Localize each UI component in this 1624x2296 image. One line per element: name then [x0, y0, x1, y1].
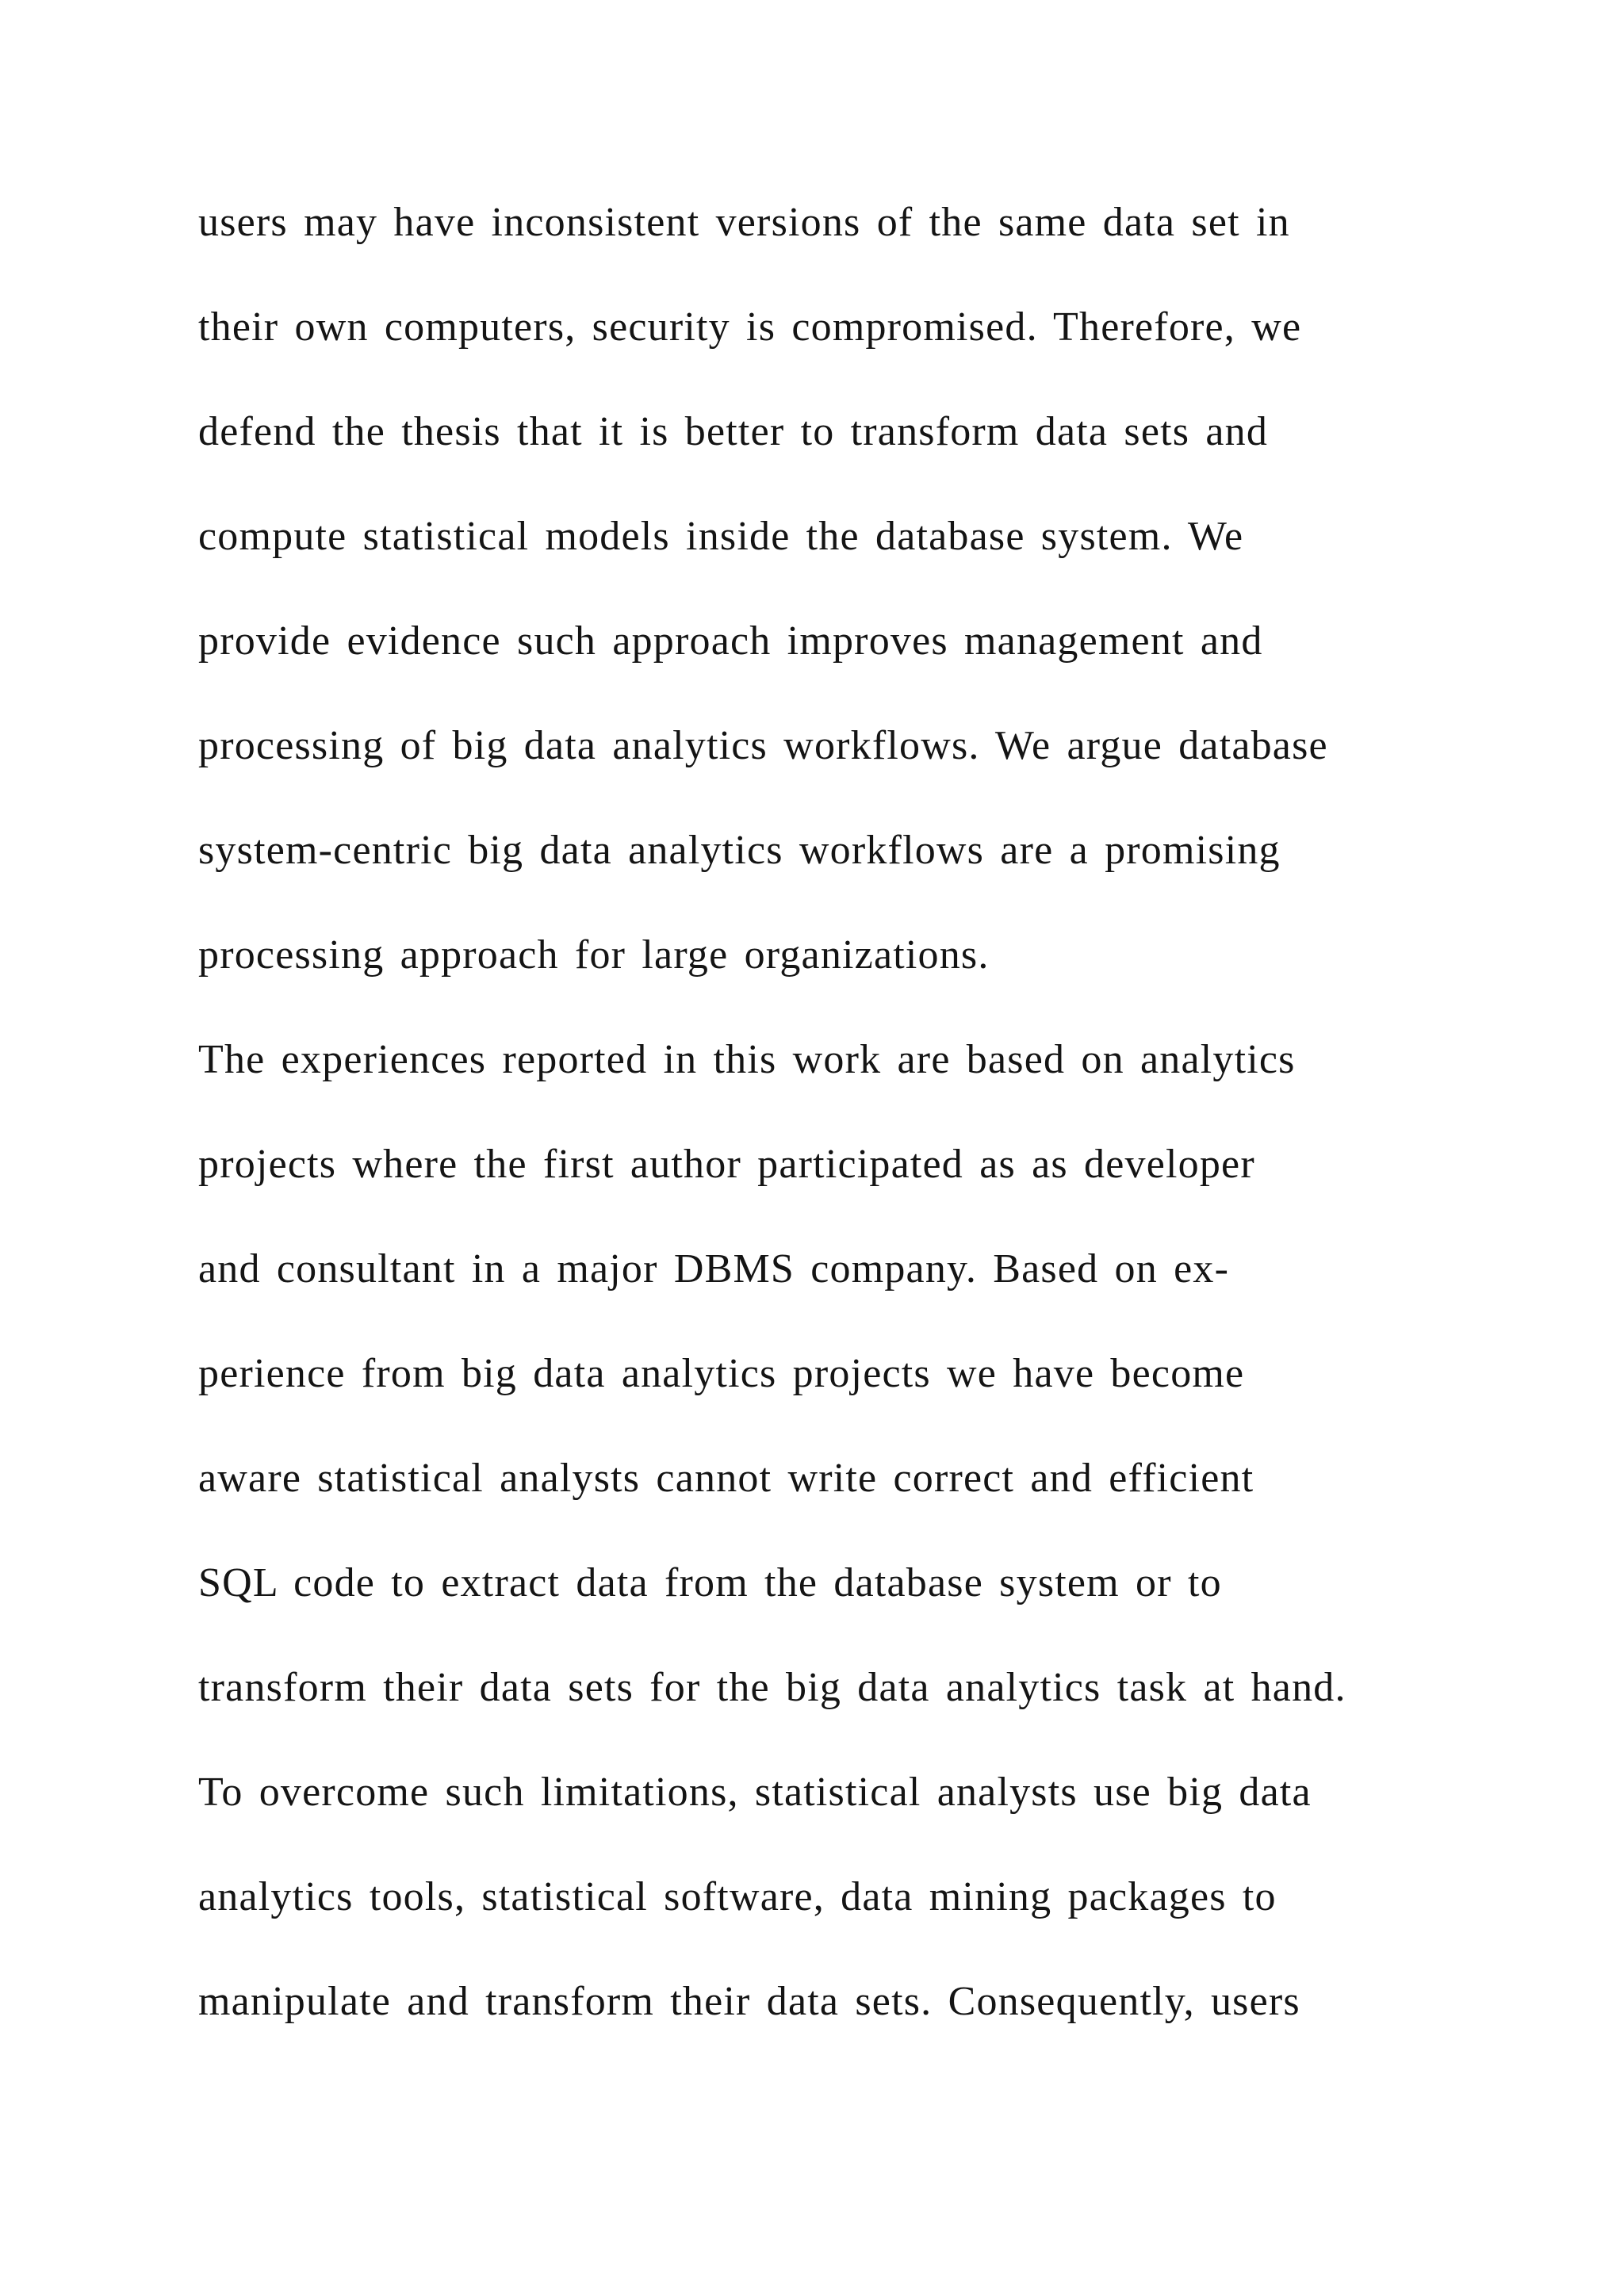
text-line: The experiences reported in this work are based on analytics	[198, 1037, 1296, 1082]
text-line: processing approach for large organizations.	[198, 932, 990, 978]
text-line: aware statistical analysts cannot write correct and efficient	[198, 1456, 1254, 1501]
text-line: and consultant in a major DBMS company. Based on ex-	[198, 1246, 1230, 1292]
text-line: analytics tools, statistical software, data mining packages to	[198, 1874, 1277, 1919]
text-line: processing of big data analytics workflows. We argue database	[198, 723, 1328, 768]
text-line: compute statistical models inside the database system. We	[198, 514, 1244, 559]
text-line: perience from big data analytics projects we have become	[198, 1351, 1245, 1396]
text-line: users may have inconsistent versions of the same data set in	[198, 200, 1290, 245]
text-line: defend the thesis that it is better to transform data sets and	[198, 409, 1269, 454]
text-line: system-centric big data analytics workflows are a promising	[198, 828, 1281, 873]
text-line: To overcome such limitations, statistical analysts use big data	[198, 1770, 1312, 1815]
text-line: manipulate and transform their data sets. Consequently, users	[198, 1979, 1300, 2024]
text-line: their own computers, security is compromised. Therefore, we	[198, 304, 1302, 350]
text-line: projects where the first author participated as as developer	[198, 1142, 1255, 1187]
text-line: SQL code to extract data from the database system or to	[198, 1560, 1222, 1605]
text-line: transform their data sets for the big data analytics task at hand.	[198, 1665, 1346, 1710]
text-line: provide evidence such approach improves management and	[198, 618, 1263, 664]
body-text	[198, 187, 1435, 2071]
